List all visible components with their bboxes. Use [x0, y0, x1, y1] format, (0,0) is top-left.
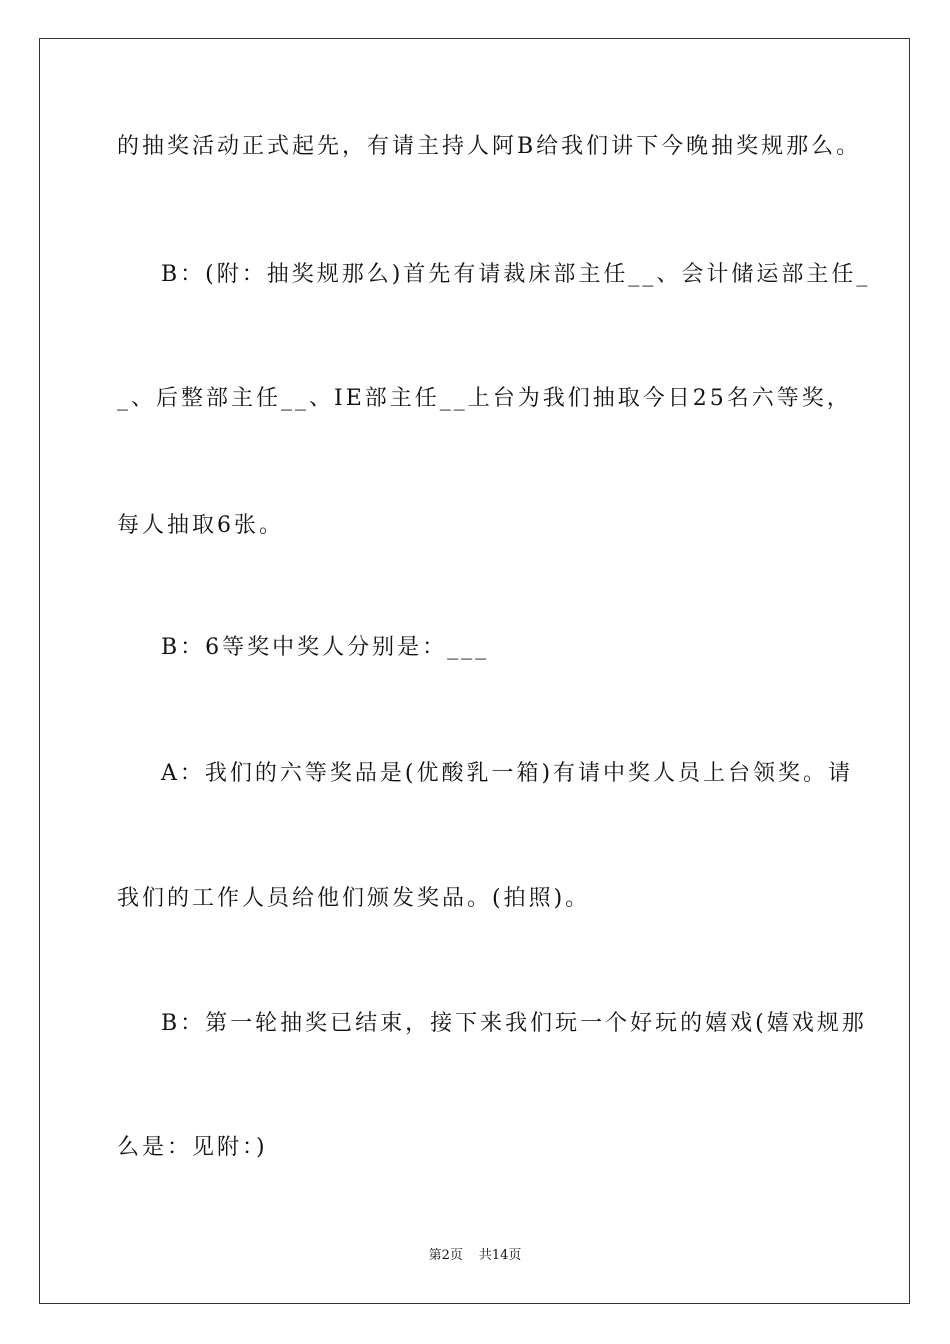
page-number: 第2页 — [428, 1248, 463, 1263]
page-total: 共14页 — [478, 1248, 522, 1263]
page-footer — [0, 1247, 950, 1265]
body-line-2: B：(附：抽奖规那么)首先有请裁床部主任__、会计储运部主任_ — [161, 262, 871, 287]
body-line-7: 我们的工作人员给他们颁发奖品。(拍照)。 — [117, 886, 591, 911]
body-line-8: B：第一轮抽奖已结束，接下来我们玩一个好玩的嬉戏(嬉戏规那 — [161, 1011, 867, 1036]
page-border — [39, 38, 910, 1304]
body-line-4: 每人抽取6张。 — [117, 513, 284, 538]
body-line-1: 的抽奖活动正式起先，有请主持人阿B给我们讲下今晚抽奖规那么。 — [117, 134, 862, 159]
body-line-9: 么是：见附：) — [117, 1135, 268, 1160]
body-line-3: _、后整部主任__、IE部主任__上台为我们抽取今日25名六等奖， — [117, 386, 852, 411]
body-line-5: B：6等奖中奖人分别是：___ — [161, 635, 490, 660]
body-line-6: A：我们的六等奖品是(优酸乳一箱)有请中奖人员上台领奖。请 — [161, 761, 854, 786]
